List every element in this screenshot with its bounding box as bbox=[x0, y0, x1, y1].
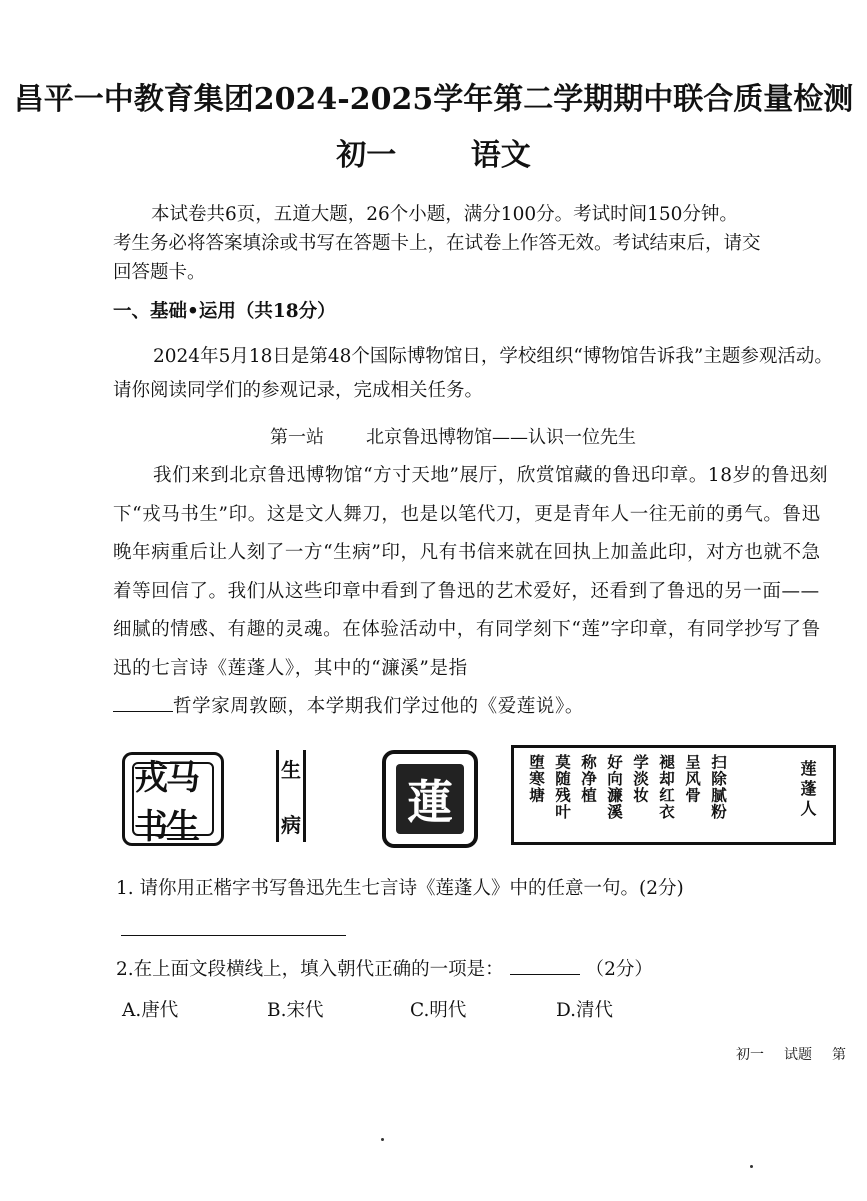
option-c: C.明代 bbox=[410, 1000, 467, 1021]
visit-record-paragraph bbox=[113, 457, 833, 727]
subject-label: 语文 bbox=[470, 138, 531, 173]
poem-title: 莲蓬人 bbox=[798, 760, 817, 820]
poem-column: 褪却红衣 bbox=[657, 754, 676, 820]
poem-box bbox=[511, 745, 836, 845]
station-title: 北京鲁迅博物馆——认识一位先生 bbox=[366, 427, 636, 448]
scan-speck bbox=[750, 1165, 753, 1168]
footer-grade: 初一 bbox=[736, 1047, 764, 1063]
record-text: 我们来到北京鲁迅博物馆“方寸天地”展厅，欣赏馆藏的鲁迅印章。18岁的鲁迅刻下“戎马书生”印。这是文人舞刀，也是以笔代刀，更是青年人一往无前的勇气。鲁迅晚年病重后让人刻了一方“生病”印，凡有书信来就在回执上加盖此印，对方也就不急着等回信了。我们从这些印章中看到了鲁迅的艺术爱好，还看到了鲁迅的另一面——细腻的情感、有趣的灵魂。在体验活动中，有同学刻下“莲”字印章，有同学抄写了鲁迅的七言诗《莲蓬人》，其中的“濂溪”是指 bbox=[113, 465, 829, 679]
page-footer bbox=[736, 1044, 846, 1064]
footer-page: 第 bbox=[832, 1047, 846, 1063]
poem-column: 学淡妆 bbox=[631, 754, 650, 804]
option-b: B.宋代 bbox=[267, 1000, 324, 1021]
seal-lian bbox=[382, 750, 478, 848]
poem-column: 扫除腻粉 bbox=[709, 754, 728, 820]
exam-subtitle bbox=[0, 130, 867, 174]
answer-blank bbox=[510, 958, 580, 975]
poem-column: 好向濂溪 bbox=[605, 754, 624, 820]
poem-column: 称净植 bbox=[579, 754, 598, 804]
question-1: 1. 请你用正楷字书写鲁迅先生七言诗《莲蓬人》中的任意一句。(2分) bbox=[116, 878, 684, 899]
section-heading: 一、基础•运用（共18分） bbox=[113, 301, 336, 322]
question-2 bbox=[116, 955, 653, 981]
poem-columns bbox=[526, 754, 729, 840]
question-2-points: （2分） bbox=[585, 959, 653, 980]
grade-label: 初一 bbox=[336, 138, 397, 173]
instruction-line-1: 本试卷共6页，五道大题，26个小题，满分100分。考试时间150分钟。 bbox=[151, 204, 738, 225]
seal-inner: 戎马书生 bbox=[132, 762, 214, 836]
question-2-text: 2.在上面文段横线上，填入朝代正确的一项是： bbox=[116, 959, 504, 980]
option-d: D.清代 bbox=[556, 1000, 614, 1021]
seal-inner: 蓮 bbox=[396, 764, 464, 834]
dynasty-blank bbox=[113, 693, 173, 712]
poem-column: 呈风骨 bbox=[683, 754, 702, 804]
seal-rongma-shusheng bbox=[122, 752, 224, 846]
instruction-line-3: 回答题卡。 bbox=[113, 262, 206, 283]
answer-line bbox=[121, 935, 346, 936]
poem-column: 莫随残叶 bbox=[553, 754, 572, 820]
station-heading bbox=[270, 423, 636, 449]
seal-char-top: 生 bbox=[281, 758, 301, 782]
activity-intro-paragraph: 2024年5月18日是第48个国际博物馆日，学校组织“博物馆告诉我”主题参观活动。请你阅读同学们的参观记录，完成相关任务。 bbox=[113, 346, 833, 401]
exam-instructions bbox=[113, 200, 838, 287]
exam-title: 昌平一中教育集团2024-2025学年第二学期期中联合质量检测 bbox=[13, 82, 854, 117]
record-text-end: 哲学家周敦颐，本学期我们学过他的《爱莲说》。 bbox=[173, 696, 584, 717]
scan-speck bbox=[381, 1138, 384, 1141]
poem-column: 堕寒塘 bbox=[527, 754, 546, 804]
option-a: A.唐代 bbox=[122, 1000, 179, 1021]
station-label: 第一站 bbox=[270, 427, 324, 448]
instruction-line-2: 考生务必将答案填涂或书写在答题卡上，在试卷上作答无效。考试结束后，请交 bbox=[113, 233, 761, 254]
seal-char-bottom: 病 bbox=[281, 813, 301, 837]
seal-shengbing bbox=[276, 750, 306, 842]
footer-label: 试题 bbox=[784, 1047, 812, 1063]
